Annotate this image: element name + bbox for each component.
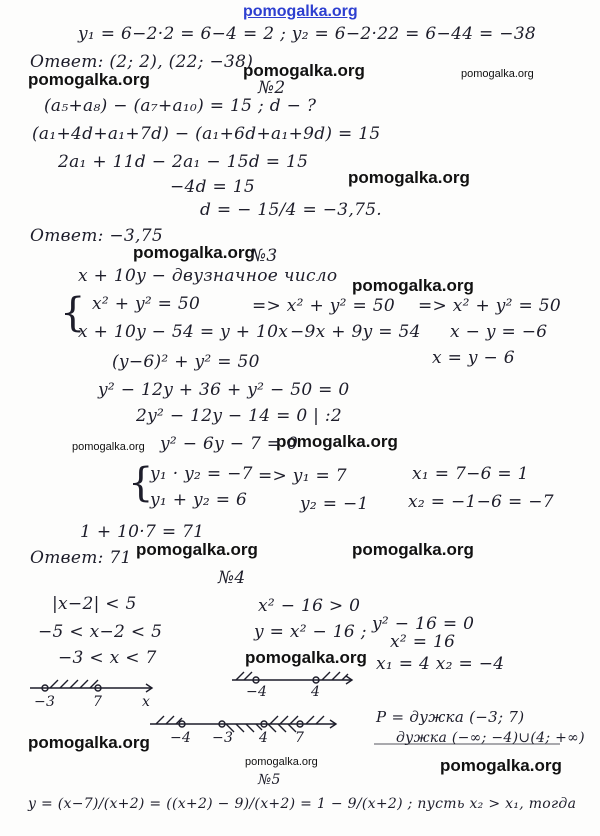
hw-line: => x² + y² = 50 [418, 296, 561, 316]
watermark: pomogalka.org [348, 168, 470, 187]
watermark: pomogalka.org [245, 648, 367, 667]
watermark: pomogalka.org [440, 756, 562, 775]
watermark: pomogalka.org [28, 733, 150, 752]
watermark: pomogalka.org [133, 243, 255, 262]
hw-line: y² − 16 = 0 [372, 614, 475, 634]
hw-line: y₁ · y₂ = −7 [150, 464, 253, 484]
watermark: pomogalka.org [352, 276, 474, 295]
hw-line: 1 + 10·7 = 71 [80, 522, 205, 542]
hw-line: y₁ + y₂ = 6 [150, 490, 248, 510]
hw-line: y₁ = 6−2·2 = 6−4 = 2 ; y₂ = 6−2·22 = 6−44 = −38 [78, 24, 537, 44]
hw-line: y₂ = −1 [300, 494, 369, 514]
hw-line: x² = 16 [390, 632, 456, 652]
hw-line: 2a₁ + 11d − 2a₁ − 15d = 15 [58, 152, 309, 172]
axis-label: 4 [311, 684, 321, 700]
watermark: pomogalka.org [245, 756, 318, 768]
hw-line: d = − 15/4 = −3,75. [200, 200, 383, 220]
hw-line: => x² + y² = 50 [252, 296, 395, 316]
watermark: pomogalka.org [243, 61, 365, 80]
hw-line: y² − 12y + 36 + y² − 50 = 0 [98, 380, 350, 400]
axis-label: 4 [259, 730, 269, 746]
hw-brace: { [128, 460, 154, 506]
hw-line: x² + y² = 50 [92, 294, 201, 314]
watermark-top[interactable]: pomogalka.org [243, 3, 358, 20]
axis-label: −4 [246, 684, 268, 700]
hw-line: P = дужка (−3; 7) [376, 708, 525, 726]
hw-brace: { [60, 290, 86, 336]
hw-line: 2y² − 12y − 14 = 0 | :2 [136, 406, 343, 426]
hw-line: x − y = −6 [450, 322, 548, 342]
hw-line: x₁ = 7−6 = 1 [412, 464, 529, 484]
hw-line: x² − 16 > 0 [258, 596, 361, 616]
hw-line: => y₁ = 7 [258, 466, 347, 486]
hw-answer: Ответ: −3,75 [30, 226, 163, 246]
hw-line: (a₅+a₈) − (a₇+a₁₀) = 15 ; d − ? [44, 96, 317, 116]
hw-line: дужка (−∞; −4)∪(4; +∞) [396, 730, 585, 746]
hw-line: x₁ = 4 x₂ = −4 [376, 654, 505, 674]
hw-line: (a₁+4d+a₁+7d) − (a₁+6d+a₁+9d) = 15 [32, 124, 381, 144]
watermark: pomogalka.org [276, 432, 398, 451]
axis-label: 7 [295, 730, 305, 746]
axis-label: −4 [170, 730, 192, 746]
axis-label: 7 [93, 694, 103, 710]
hw-line: |x−2| < 5 [52, 594, 137, 614]
hw-task-number: №2 [258, 78, 286, 98]
hw-line: x + 10y − двузначное число [78, 266, 338, 286]
watermark: pomogalka.org [461, 68, 534, 80]
watermark: pomogalka.org [352, 540, 474, 559]
hw-line: −5 < x−2 < 5 [38, 622, 163, 642]
watermark: pomogalka.org [136, 540, 258, 559]
hw-line: x₂ = −1−6 = −7 [408, 492, 554, 512]
hw-line: (y−6)² + y² = 50 [112, 352, 260, 372]
watermark: pomogalka.org [72, 441, 145, 453]
axis-label: −3 [212, 730, 234, 746]
hw-line: x + 10y − 54 = y + 10x [78, 322, 289, 342]
hw-task-number: №4 [218, 568, 246, 588]
hw-task-number: №3 [250, 246, 278, 266]
axis-label: x [142, 694, 151, 710]
hw-line: y = x² − 16 ; [254, 622, 367, 642]
hw-line: y² − 6y − 7 = 0 [160, 434, 299, 454]
hw-line: −9x + 9y = 54 [290, 322, 421, 342]
hw-line: −4d = 15 [170, 177, 256, 197]
hw-line: x = y − 6 [432, 348, 515, 368]
axis-label: −3 [34, 694, 56, 710]
hw-answer: Ответ: 71 [30, 548, 132, 568]
hw-line: −3 < x < 7 [58, 648, 157, 668]
hw-task-number: №5 [258, 772, 281, 788]
hw-line: Ответ: (2; 2), (22; −38) [30, 52, 254, 72]
hw-line: y = (x−7)/(x+2) = ((x+2) − 9)/(x+2) = 1 − 9/(x+2) ; пусть x₂ > x₁, тогда [28, 796, 577, 812]
watermark: pomogalka.org [28, 70, 150, 89]
